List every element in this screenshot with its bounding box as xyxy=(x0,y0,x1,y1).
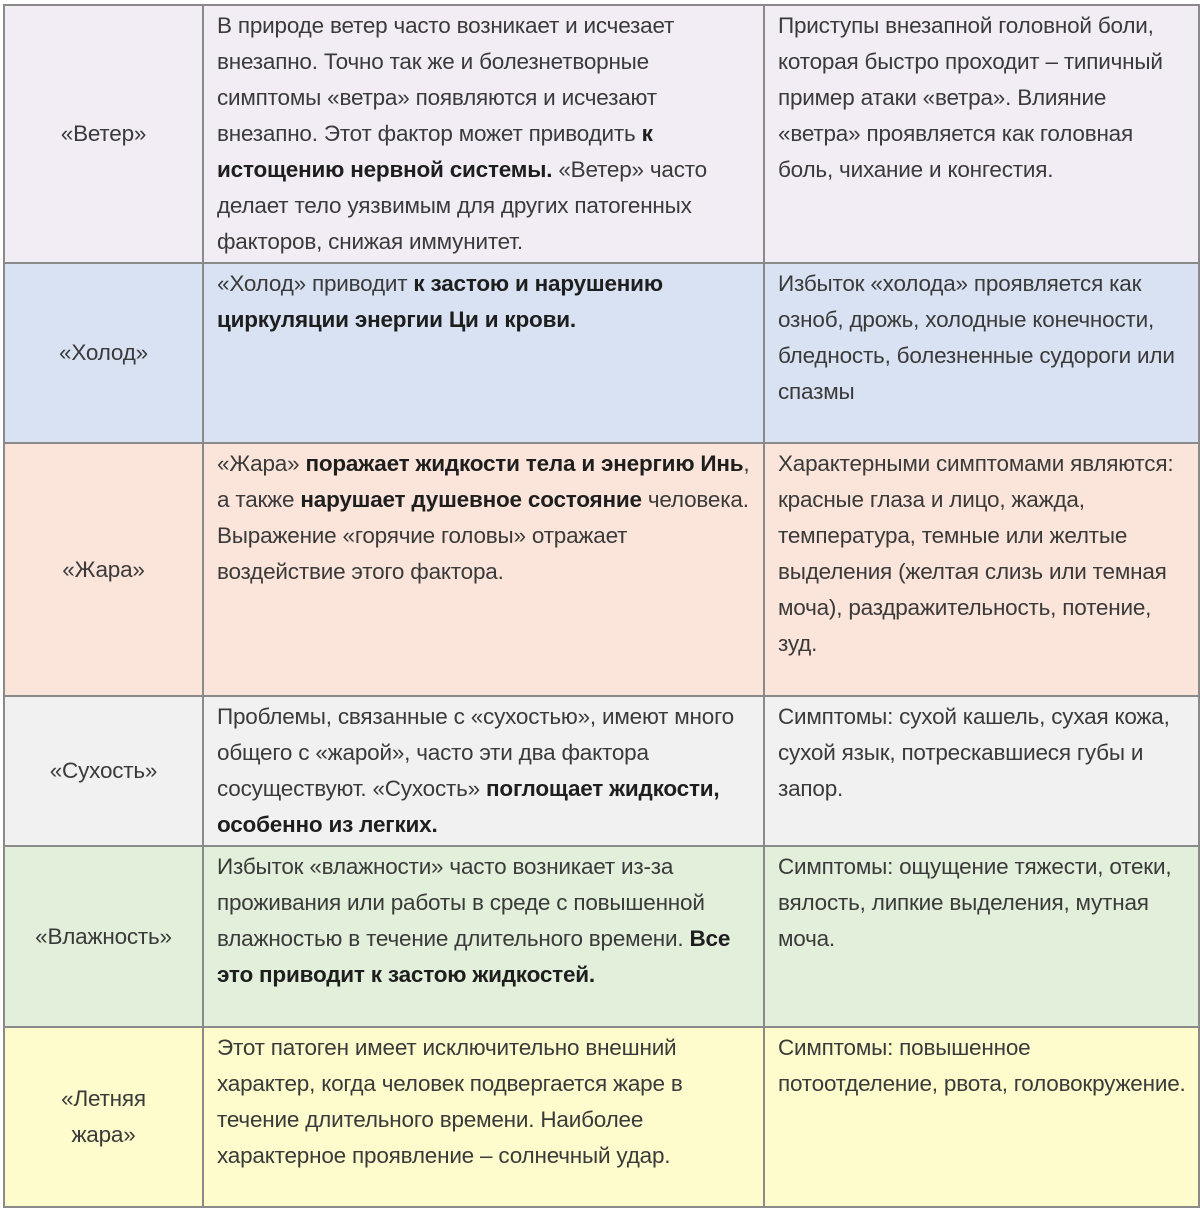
table-row-dampness xyxy=(4,846,1199,1027)
factor-cell: «Жара» xyxy=(4,443,203,696)
description-text: В природе ветер часто возникает и исчезает внезапно. Точно так же и болезнетворные симптомы «ветра» появляются и исчезают внезапно. Этот фактор может приводить xyxy=(217,13,675,146)
description-text: Избыток «влажности» часто возникает из-за проживания или работы в среде с повышенной влажностью в течение длительного времени. xyxy=(217,854,705,951)
description-cell xyxy=(203,5,764,263)
emphasized-text: поглощает жидкости, особенно из легких. xyxy=(217,776,720,837)
factor-cell: «Холод» xyxy=(4,263,203,443)
factor-cell: «Ветер» xyxy=(4,5,203,263)
factor-cell: «Сухость» xyxy=(4,696,203,846)
table-row-wind xyxy=(4,5,1199,263)
pathogenic-factors-table xyxy=(3,4,1200,1208)
factor-cell: «Влажность» xyxy=(4,846,203,1027)
factor-cell: «Летняя жара» xyxy=(4,1027,203,1207)
table-row-cold xyxy=(4,263,1199,443)
table-row-dryness xyxy=(4,696,1199,846)
description-cell xyxy=(203,1027,764,1207)
emphasized-text: поражает жидкости тела и энергию Инь xyxy=(305,451,744,476)
symptoms-cell: Избыток «холода» проявляется как озноб, дрожь, холодные конечности, бледность, болезненные судороги или спазмы xyxy=(764,263,1199,443)
symptoms-cell: Приступы внезапной головной боли, которая быстро проходит – типичный пример атаки «ветра». Влияние «ветра» проявляется как головная боль, чихание и конгестия. xyxy=(764,5,1199,263)
emphasized-text: к застою и нарушению циркуляции энергии Ци и крови. xyxy=(217,271,663,332)
description-cell xyxy=(203,443,764,696)
description-cell xyxy=(203,846,764,1027)
symptoms-cell: Симптомы: сухой кашель, сухая кожа, сухой язык, потрескавшиеся губы и запор. xyxy=(764,696,1199,846)
description-text: Проблемы, связанные с «сухостью», имеют много общего с «жарой», часто эти два фактора сосуществуют. «Сухость» xyxy=(217,704,734,801)
description-cell xyxy=(203,263,764,443)
emphasized-text: нарушает душевное состояние xyxy=(300,487,642,512)
description-text: Этот патоген имеет исключительно внешний характер, когда человек подвергается жаре в течение длительного времени. Наиболее характерное проявление – солнечный удар. xyxy=(217,1035,683,1168)
description-text: «Холод» приводит xyxy=(217,271,414,296)
emphasized-text: Все это приводит к застою жидкостей. xyxy=(217,926,731,987)
description-text: человека. Выражение «горячие головы» отражает воздействие этого фактора. xyxy=(217,487,749,584)
description-text: , а также xyxy=(217,451,750,512)
symptoms-cell: Симптомы: повышенное потоотделение, рвота, головокружение. xyxy=(764,1027,1199,1207)
description-text: «Ветер» часто делает тело уязвимым для других патогенных факторов, снижая иммунитет. xyxy=(217,157,707,254)
description-cell xyxy=(203,696,764,846)
description-text: «Жара» xyxy=(217,451,306,476)
symptoms-cell: Симптомы: ощущение тяжести, отеки, вялость, липкие выделения, мутная моча. xyxy=(764,846,1199,1027)
table-row-heat xyxy=(4,443,1199,696)
table-row-summer-heat xyxy=(4,1027,1199,1207)
emphasized-text: к истощению нервной системы. xyxy=(217,121,653,182)
symptoms-cell: Характерными симптомами являются: красные глаза и лицо, жажда, температура, темные или желтые выделения (желтая слизь или темная моча), раздражительность, потение, зуд. xyxy=(764,443,1199,696)
